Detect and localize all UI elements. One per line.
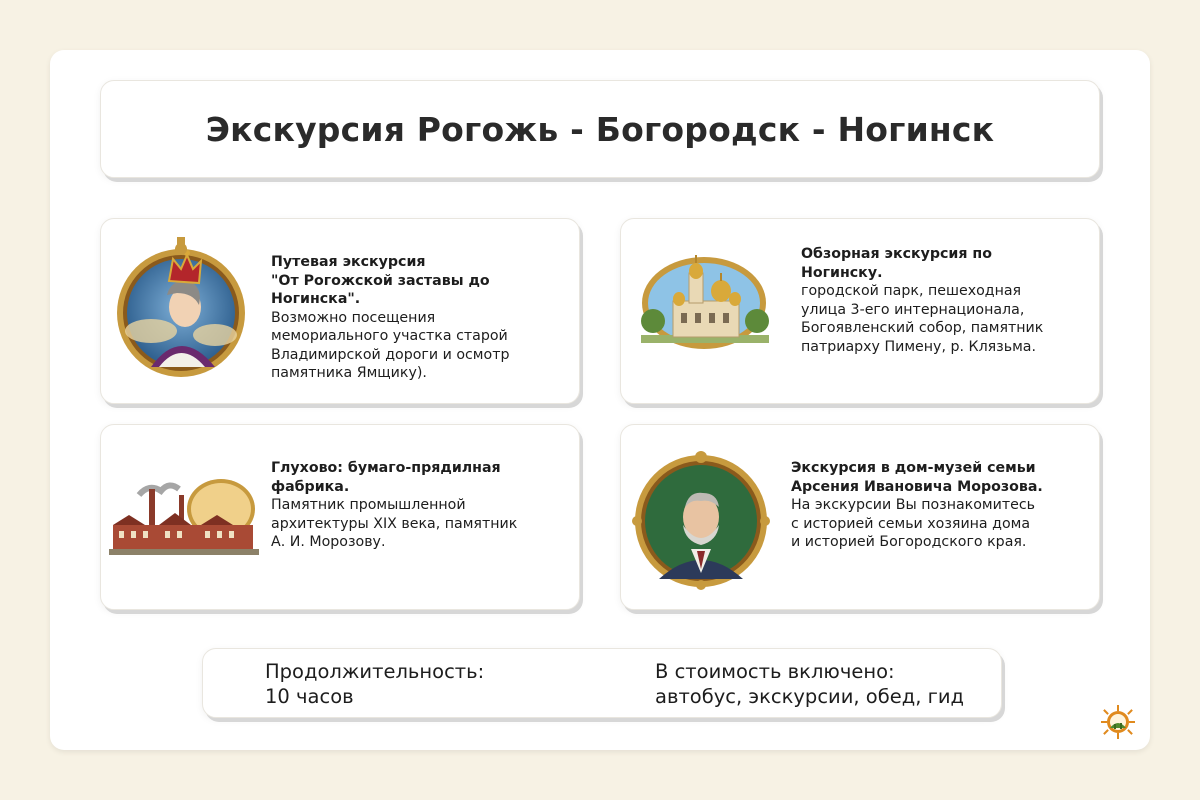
card-2-body-line-2: улица 3-его интернационала,: [801, 301, 1025, 318]
card-1-body-line-2: мемориального участка старой: [271, 328, 508, 344]
included-value: автобус, экскурсии, обед, гид: [655, 685, 965, 708]
card-1-body-line-3: Владимирской дороги и осмотр: [271, 346, 510, 363]
card-3-text: [271, 459, 561, 552]
excursion-card-2: [620, 218, 1100, 404]
sun-logo-icon: [1100, 704, 1136, 740]
card-1-body-line-4: памятника Ямщику).: [271, 365, 427, 381]
card-2-text: [801, 245, 1091, 356]
card-4-text: [791, 459, 1081, 552]
card-3-heading-line-2: фабрика.: [271, 478, 350, 495]
duration-block: [265, 659, 484, 709]
card-3-body-line-1: Памятник промышленной: [271, 497, 466, 513]
info-card: [202, 648, 1002, 718]
card-2-heading-line-2: Ногинску.: [801, 264, 883, 281]
duration-label: Продолжительность:: [265, 660, 485, 683]
excursion-card-1: [100, 218, 580, 404]
card-1-heading-line-3: Ногинска".: [271, 291, 361, 307]
card-2-body-line-3: Богоявленский собор, памятник: [801, 320, 1044, 336]
card-1-text: [271, 253, 561, 383]
card-2-body-line-1: городской парк, пешеходная: [801, 283, 1022, 299]
included-label: В стоимость включено:: [655, 660, 895, 683]
cathedral-image: [629, 243, 779, 353]
card-1-heading-line-2: "От Рогожской заставы до: [271, 272, 490, 289]
card-1-heading-line-1: Путевая экскурсия: [271, 254, 426, 270]
duration-value: 10 часов: [265, 685, 354, 708]
card-1-body-line-1: Возможно посещения: [271, 309, 436, 326]
page-title: Экскурсия Рогожь - Богородск - Ногинск: [205, 109, 995, 149]
card-4-body-line-3: и историей Богородского края.: [791, 534, 1027, 550]
merchant-portrait-image: [631, 445, 771, 595]
card-3-body-line-2: архитектуры XIX века, памятник: [271, 515, 518, 532]
card-4-body-line-2: с историей семьи хозяина дома: [791, 515, 1031, 532]
card-2-heading-line-1: Обзорная экскурсия по: [801, 246, 992, 262]
card-4-heading-line-2: Арсения Ивановича Морозова.: [791, 478, 1043, 495]
card-3-heading-line-1: Глухово: бумаго-прядилная: [271, 460, 501, 476]
card-4-body-line-1: На экскурсии Вы познакомитесь: [791, 497, 1035, 513]
empress-portrait-image: [111, 235, 251, 383]
card-4-heading-line-1: Экскурсия в дом-музей семьи: [791, 460, 1036, 476]
card-2-body-line-4: патриарху Пимену, р. Клязьма.: [801, 338, 1036, 355]
excursion-card-3: [100, 424, 580, 610]
excursion-card-4: [620, 424, 1100, 610]
title-card: [100, 80, 1100, 178]
factory-image: [109, 475, 259, 561]
included-block: [655, 659, 964, 709]
card-3-body-line-3: А. И. Морозову.: [271, 534, 386, 550]
